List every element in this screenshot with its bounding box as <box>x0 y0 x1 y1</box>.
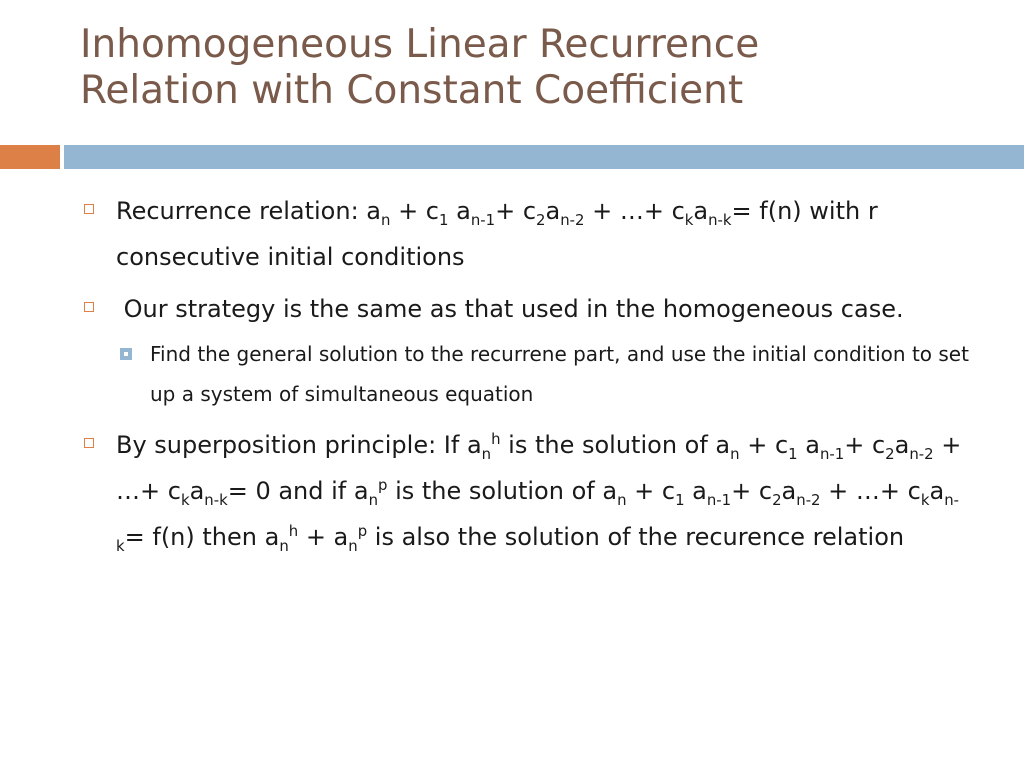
bullet-item <box>78 286 978 332</box>
sub-bullet-text: Find the general solution to the recurrene part, and use the initial condition to set up a system of simultaneous equation <box>150 342 969 406</box>
bullet-text: By superposition principle: If $a_n^h$ is the solution of $a_n + c_1$ $a_{n-1}+ c_2a_{n-2}$ + …+ $c_ka_{n-k}= 0$ and if $a_n^p$ is the solution of $a_n + c_1$ $a_{n-1}+ c_2a_{n-2}$ + …+ $c_ka_{n-k}= f(n)$ then $a_n^h + a_n^p$ is also the solution of the recurence relation <box>116 430 962 555</box>
square-bullet-icon <box>84 204 94 214</box>
title-line-1: Inhomogeneous Linear Recurrence <box>80 22 760 67</box>
square-bullet-icon <box>84 302 94 312</box>
accent-bar-orange <box>0 145 60 169</box>
accent-bar-blue <box>64 145 1024 169</box>
bullet-item <box>78 422 978 560</box>
sub-bullet-item <box>116 334 978 414</box>
square-bullet-icon <box>84 438 94 448</box>
filled-square-bullet-icon <box>120 348 132 360</box>
bullet-text: Our strategy is the same as that used in the homogeneous case. <box>116 295 904 323</box>
slide-title <box>80 22 1000 114</box>
title-line-2: Relation with Constant Coefficient <box>80 68 744 113</box>
bullet-text: Recurrence relation: $a_n + c_1$ $a_{n-1}+ c_2a_{n-2}$ + …+ $c_ka_{n-k}= f(n)$ with r consecutive initial conditions <box>116 197 878 271</box>
slide-body <box>78 188 978 566</box>
bullet-item <box>78 188 978 280</box>
